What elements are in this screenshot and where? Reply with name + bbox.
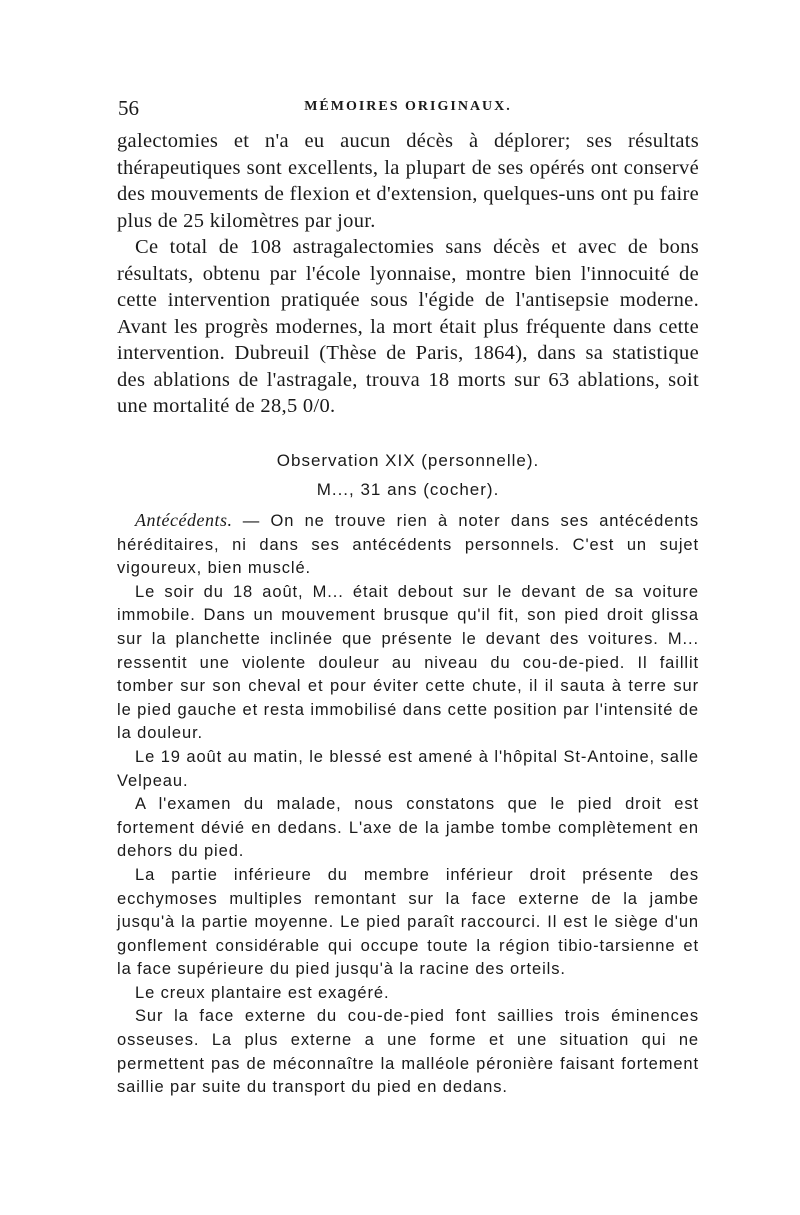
page-number: 56: [118, 96, 139, 120]
case-report: [117, 509, 699, 1100]
paragraph: Le soir du 18 août, M... était debout sur le devant de sa voiture immobile. Dans un mouvement brusque qu'il fit, son pied droit glissa sur la planchette inclinée que présente le devant des voitures. M... ressentit une violente douleur au niveau du cou-de-pied. Il faillit tomber sur son cheval et pour éviter cette chute, il il sauta à terre sur le pied gauche et resta immobilisé dans cette position par l'intensité de la douleur.: [117, 582, 699, 743]
intro-text: [117, 128, 699, 420]
antecedents-text: — On ne trouve rien à noter dans ses antécédents héréditaires, ni dans ses antécédents personnels. C'est un sujet vigoureux, bien musclé.: [117, 512, 699, 578]
antecedents-label: Antécédents.: [135, 510, 233, 530]
paragraph: Sur la face externe du cou-de-pied font saillies trois éminences osseuses. La plus externe a une forme et une situation qui ne permettent pas de méconnaître la malléole péronière faisant fortement saillie par suite du transport du pied en dedans.: [117, 1007, 699, 1097]
paragraph: Le creux plantaire est exagéré.: [135, 983, 390, 1002]
observation-heading: [117, 447, 699, 505]
paragraph: A l'examen du malade, nous constatons que le pied droit est fortement dévié en dedans. L'axe de la jambe tombe complètement en dehors du pied.: [117, 795, 699, 861]
observation-subtitle: M..., 31 ans (cocher).: [316, 480, 500, 499]
paragraph: Le 19 août au matin, le blessé est amené à l'hôpital St-Antoine, salle Velpeau.: [117, 747, 699, 790]
running-title: MÉMOIRES ORIGINAUX.: [304, 99, 512, 114]
paragraph: Ce total de 108 astragalectomies sans décès et avec de bons résultats, obtenu par l'école lyonnaise, montre bien l'innocuité de cette intervention pratiquée sous l'égide de l'antisepsie moderne. Avant les progrès modernes, la mort était plus fréquente dans cette intervention. Dubreuil (Thèse de Paris, 1864), dans sa statistique des ablations de l'astragale, trouva 18 morts sur 63 ablations, soit une mortalité de 28,5 0/0.: [117, 236, 699, 417]
paragraph: La partie inférieure du membre inférieur droit présente des ecchymoses multiples remontant sur la face externe de la jambe jusqu'à la partie moyenne. Le pied paraît raccourci. Il est le siège d'un gonflement considérable qui occupe toute la région tibio-tarsienne et la face supérieure du pied jusqu'à la racine des orteils.: [117, 865, 699, 979]
paragraph-antecedents: [117, 509, 699, 581]
page-header: [118, 96, 698, 122]
observation-title: Observation XIX (personnelle).: [276, 451, 540, 470]
paragraph: galectomies et n'a eu aucun décès à déplorer; ses résultats thérapeutiques sont excellents, la plupart de ses opérés ont conservé des mouvements de flexion et d'extension, quelques-uns ont pu faire plus de 25 kilomètres par jour.: [117, 130, 699, 232]
